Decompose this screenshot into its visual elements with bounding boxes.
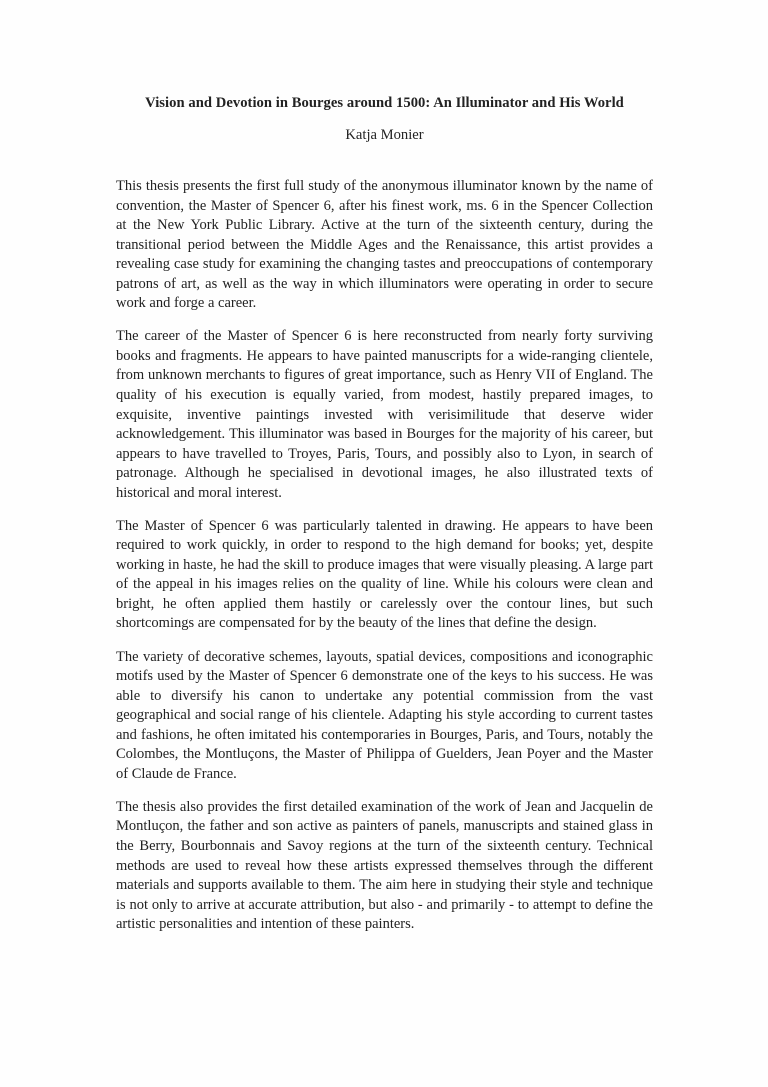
document-author: Katja Monier [345, 127, 424, 143]
abstract-paragraph-4: The variety of decorative schemes, layouts, spatial devices, compositions and iconographic motifs used by the Master of Spencer 6 demonstrate one of the keys to his success. He was able to diversify his canon to undertake any potential commission from the vast geographical and social range of his clientele. Adapting his style according to current tastes and fashions, he often imitated his contemporaries in Bourges, Paris, and Tours, notably the Colombes, the Montluçons, the Master of Philippa of Guelders, Jean Poyer and the Master of Claude de France. [116, 648, 653, 782]
document-title: Vision and Devotion in Bourges around 1500: An Illuminator and His World [145, 95, 624, 111]
abstract-paragraph-3: The Master of Spencer 6 was particularly talented in drawing. He appears to have been required to work quickly, in order to respond to the high demand for books; yet, despite working in haste, he had the skill to produce images that were visually pleasing. A large part of the appeal in his images relies on the quality of line. While his colours were clean and bright, he often applied them hastily or carelessly over the contour lines, but such shortcomings are compensated for by the beauty of the lines that define the design. [116, 517, 653, 632]
abstract-paragraph-5: The thesis also provides the first detailed examination of the work of Jean and Jacquelin de Montluçon, the father and son active as painters of panels, manuscripts and stained glass in the Berry, Bourbonnais and Savoy regions at the turn of the sixteenth century. Technical methods are used to reveal how these artists expressed themselves through the different materials and supports available to them. The aim here in studying their style and technique is not only to arrive at accurate attribution, but also - and primarily - to attempt to define the artistic personalities and intention of these painters. [116, 798, 653, 933]
abstract-body [116, 177, 653, 935]
document-content [116, 94, 653, 948]
abstract-paragraph-2: The career of the Master of Spencer 6 is here reconstructed from nearly forty surviving books and fragments. He appears to have painted manuscripts for a wide-ranging clientele, from unknown merchants to figures of great importance, such as Henry VII of England. The quality of his execution is equally varied, from modest, hastily prepared images, to exquisite, inventive paintings invested with verisimilitude that deserve wider acknowledgement. This illuminator was based in Bourges for the majority of his career, but appears to have travelled to Troyes, Paris, Tours, and possibly also to Lyon, in search of patronage. Although he specialised in devotional images, he also illustrated texts of historical and moral interest. [116, 328, 653, 501]
abstract-paragraph-1: This thesis presents the first full study of the anonymous illuminator known by the name of convention, the Master of Spencer 6, after his finest work, ms. 6 in the Spencer Collection at the New York Public Library. Active at the turn of the sixteenth century, during the transitional period between the Middle Ages and the Renaissance, this artist provides a revealing case study for examining the changing tastes and preoccupations of contemporary patrons of art, as well as the way in which illuminators were operating in order to secure work and forge a career. [116, 178, 653, 312]
